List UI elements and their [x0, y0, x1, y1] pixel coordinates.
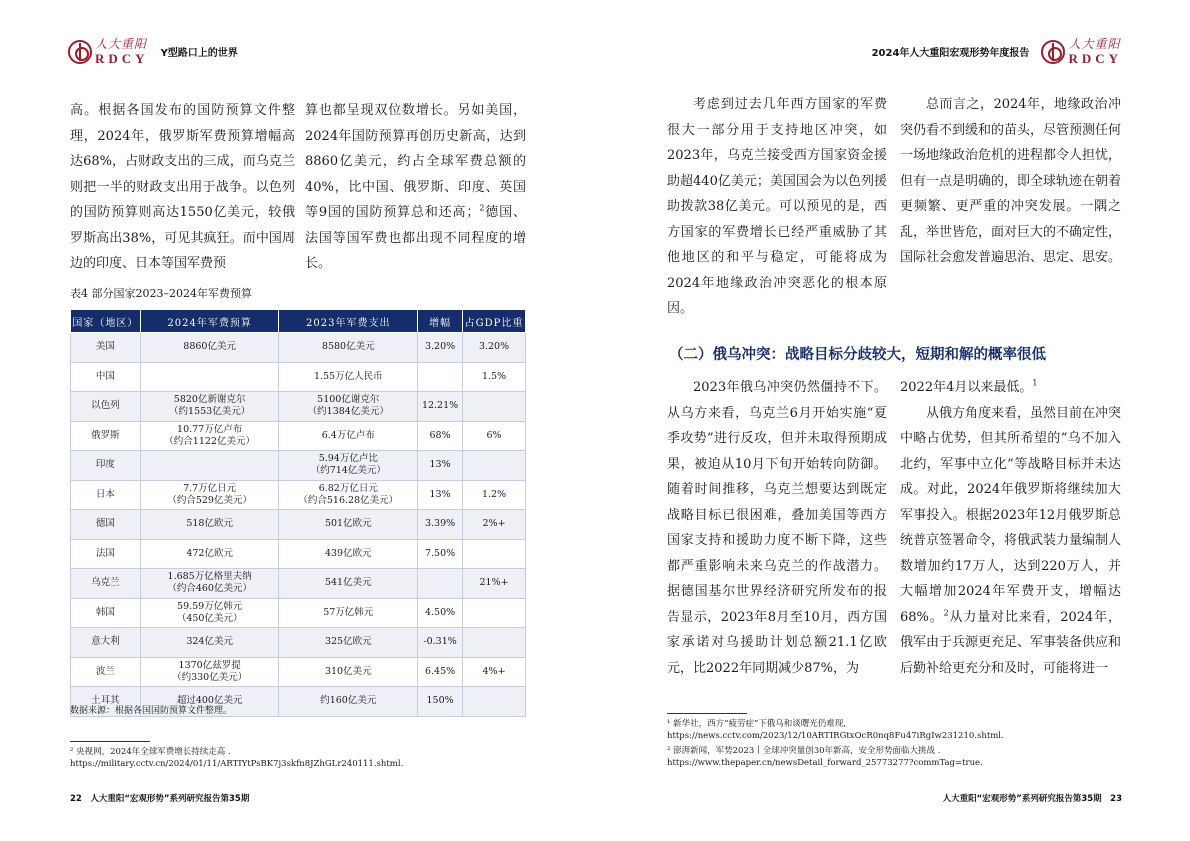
table-cell: 1.55万亿人民币	[279, 362, 418, 392]
footnote-rule	[667, 713, 747, 714]
table-caption: 表4 部分国家2023–2024年军费预算	[70, 287, 252, 300]
table-cell: 439亿欧元	[279, 539, 418, 569]
table-cell: 波兰	[71, 657, 141, 687]
table-cell: 超过400亿美元	[140, 687, 279, 717]
right-header-title: 2024年人大重阳宏观形势年度报告	[871, 48, 1030, 59]
table-cell: -0.31%	[418, 628, 463, 658]
table-cell: 1.5%	[463, 362, 526, 392]
table-cell: 7.50%	[418, 539, 463, 569]
left-header-title: Y型路口上的世界	[160, 48, 238, 59]
table-cell: 6.82万亿日元 （约合516.28亿美元）	[279, 480, 418, 510]
table-cell: 意大利	[71, 628, 141, 658]
logo-cn: 人大重阳	[1068, 37, 1121, 51]
table-cell: 10.77万亿卢布 （约合1122亿美元）	[140, 421, 279, 451]
table-cell: 7.7万亿日元 （约合529亿美元）	[140, 480, 279, 510]
right-page	[595, 0, 1190, 841]
table-cell: 13%	[418, 451, 463, 481]
table-cell: 4.50%	[418, 598, 463, 628]
table-cell: 13%	[418, 480, 463, 510]
table-cell: 乌克兰	[71, 569, 141, 599]
table-cell: 3.20%	[463, 333, 526, 363]
table-cell: 150%	[418, 687, 463, 717]
right-header	[872, 38, 1122, 65]
table-header-cell: 占GDP比重	[463, 310, 526, 333]
table-cell: 68%	[418, 421, 463, 451]
logo-cn: 人大重阳	[95, 37, 148, 51]
footnote-ref[interactable]: 2	[943, 608, 949, 618]
table-cell: 57万亿韩元	[279, 598, 418, 628]
table-cell: 约160亿美元	[279, 687, 418, 717]
table-cell	[463, 539, 526, 569]
table-cell: 1370亿兹罗提 （约330亿美元）	[140, 657, 279, 687]
table-cell: 59.59万亿韩元 （450亿美元）	[140, 598, 279, 628]
table-cell	[463, 392, 526, 422]
table-cell: 土耳其	[71, 687, 141, 717]
table-cell	[140, 451, 279, 481]
right-footnote-1: ¹ 新华社，西方“疲劳症”下俄乌和谈曙光仍难现, https://news.cctv.com/2023/12/10ARTIRGtxOcR0nq8Fu47iRgIw231210.shtml.	[667, 719, 1004, 741]
military-budget-table	[70, 309, 526, 717]
table-cell: 501亿欧元	[279, 510, 418, 540]
table-header-cell: 2023年军费支出	[279, 310, 418, 333]
logo-en: RDCY	[95, 51, 149, 66]
table-cell	[418, 362, 463, 392]
table-cell: 德国	[71, 510, 141, 540]
table-cell: 2%+	[463, 510, 526, 540]
table-row	[71, 510, 526, 540]
table-cell	[463, 628, 526, 658]
rdcy-logo	[1041, 38, 1122, 65]
table-row	[71, 480, 526, 510]
table-row	[71, 657, 526, 687]
table-cell	[463, 451, 526, 481]
table-cell: 3.20%	[418, 333, 463, 363]
table-row	[71, 569, 526, 599]
left-col2-text: 算也都呈现双位数增长。另如美国，2024年国防预算再创历史新高，达到8860亿美元，约占全球军费总额的40%，比中国、俄罗斯、印度、英国等9国的国防预算总和还高；$^2$德国、法国等国军费也都出现不同程度的增长。	[305, 103, 526, 271]
footnote-ref[interactable]: 2	[479, 203, 485, 213]
table-cell: 法国	[71, 539, 141, 569]
table-cell: 俄罗斯	[71, 421, 141, 451]
table-cell: 6.4万亿卢布	[279, 421, 418, 451]
table-cell: 21%+	[463, 569, 526, 599]
table-row	[71, 598, 526, 628]
table-cell: 美国	[71, 333, 141, 363]
right-page-footer: 人大重阳“宏观形势”系列研究报告第35期 23	[942, 794, 1122, 804]
logo-en: RDCY	[1068, 51, 1122, 66]
table-cell: 6.45%	[418, 657, 463, 687]
rdcy-seal-icon	[68, 40, 92, 64]
table-cell: 541亿美元	[279, 569, 418, 599]
table-cell	[463, 598, 526, 628]
section-heading: （二）俄乌冲突：战略目标分歧较大，短期和解的概率很低	[669, 347, 1046, 363]
table-cell: 518亿欧元	[140, 510, 279, 540]
table-header-cell: 2024年军费预算	[140, 310, 279, 333]
table-cell: 5820亿新谢克尔 （约1553亿美元）	[140, 392, 279, 422]
table-cell: 325亿欧元	[279, 628, 418, 658]
table-row	[71, 333, 526, 363]
right-footnote-2: ² 澎湃新闻，军势2023丨全球冲突量创30年新高，安全形势面临大挑战 . https://www.thepaper.cn/newsDetail_forward_25773277?commTag=true.	[667, 746, 983, 768]
table-header-row	[71, 310, 526, 333]
table-row	[71, 539, 526, 569]
table-body	[71, 333, 526, 717]
left-page-footer: 22 人大重阳“宏观形势”系列研究报告第35期	[70, 794, 250, 804]
right-col2-top-text: 总而言之，2024年，地缘政治冲突仍看不到缓和的苗头，尽管预测任何一场地缘政治危机的进程都令人担忧，但有一点是明确的，即全球轨迹在朝着更频繁、更严重的冲突发展。一隅之乱，举世皆危，面对巨大的不确定性，国际社会愈发普遍思治、思定、思安。	[900, 97, 1122, 265]
footnote-ref[interactable]: 1	[1032, 378, 1038, 388]
table-cell: 中国	[71, 362, 141, 392]
table-cell	[418, 569, 463, 599]
rdcy-logo	[68, 38, 149, 65]
table-cell: 8580亿美元	[279, 333, 418, 363]
rdcy-seal-icon	[1041, 40, 1065, 64]
right-col1-bottom-text: 2023年俄乌冲突仍然僵持不下。从乌方来看，乌克兰6月开始实施“夏季攻势”进行反攻，但并未取得预期成果，被迫从10月下旬开始转向防御。随着时间推移，乌克兰想要达到既定战略目标已很困难，叠加美国等西方国家支持和援助力度不断下降，这些都严重影响未来乌克兰的作战潜力。据德国基尔世界经济研究所发布的报告显示，2023年8月至10月，西方国家承诺对乌援助计划总额21.1亿欧元，比2022年同期减少87%，为	[667, 380, 887, 676]
table-cell: 1.2%	[463, 480, 526, 510]
table-row	[71, 362, 526, 392]
table-cell	[463, 687, 526, 717]
left-footnote: ² 央视网，2024年全球军费增长持续走高 . https://military.cctv.cn/2024/01/11/ARTIYtPsBK7j3skfn8JZhGLr240111.shtml.	[70, 747, 404, 769]
right-col1-top-text: 考虑到过去几年西方国家的军费很大一部分用于支持地区冲突，如2023年，乌克兰接受西方国家资金援助超440亿美元；美国国会为以色列援助拨款38亿美元。可以预见的是，西方国家的军费增长已经严重威胁了其他地区的和平与稳定，可能将成为2024年地缘政治冲突恶化的根本原因。	[667, 97, 887, 316]
left-header	[68, 38, 238, 65]
table-cell: 日本	[71, 480, 141, 510]
table-cell: 12.21%	[418, 392, 463, 422]
table-cell: 324亿美元	[140, 628, 279, 658]
table-cell: 5100亿谢克尔 （约1384亿美元）	[279, 392, 418, 422]
table-cell: 5.94万亿卢比 （约714亿美元）	[279, 451, 418, 481]
table-cell: 以色列	[71, 392, 141, 422]
footnote-rule	[70, 741, 150, 742]
table-cell: 6%	[463, 421, 526, 451]
table-row	[71, 451, 526, 481]
table-cell: 4%+	[463, 657, 526, 687]
table-header-cell: 国家（地区）	[71, 310, 141, 333]
table-cell: 韩国	[71, 598, 141, 628]
table-row	[71, 421, 526, 451]
table-cell: 8860亿美元	[140, 333, 279, 363]
right-col2-bottom-text: 2022年4月以来最低。$^1$ 从俄方角度来看，虽然目前在冲突中略占优势，但其所希望的“乌不加入北约，军事中立化”等战略目标并未达成。对此，2024年俄罗斯将继续加大军事投入。根据2023年12月俄罗斯总统普京签署命令，将俄武装力量编制人数增加约17万人，达到220万人，并大幅增加2024年军费开支，增幅达68%。$^2$从力量对比来看，2024年，俄军由于兵源更充足、军事装备供应和后勤补给更充分和及时，可能将进一	[900, 378, 1122, 676]
table-cell: 310亿美元	[279, 657, 418, 687]
left-col1-text: 高。根据各国发布的国防预算文件整理，2024年，俄罗斯军费预算增幅高达68%，占财政支出的三成，而乌克兰则把一半的财政支出用于战争。以色列的国防预算则高达1550亿美元，较俄罗斯高出38%，可见其疯狂。而中国周边的印度、日本等国军费预	[70, 103, 295, 271]
table-cell: 3.39%	[418, 510, 463, 540]
table-cell: 印度	[71, 451, 141, 481]
table-row	[71, 392, 526, 422]
table-row	[71, 628, 526, 658]
table-cell	[140, 362, 279, 392]
table-source: 数据来源：根据各国国防预算文件整理。	[70, 706, 233, 716]
table-header-cell: 增幅	[418, 310, 463, 333]
table-cell: 472亿欧元	[140, 539, 279, 569]
table-cell: 1.685万亿格里夫纳 （约合460亿美元）	[140, 569, 279, 599]
